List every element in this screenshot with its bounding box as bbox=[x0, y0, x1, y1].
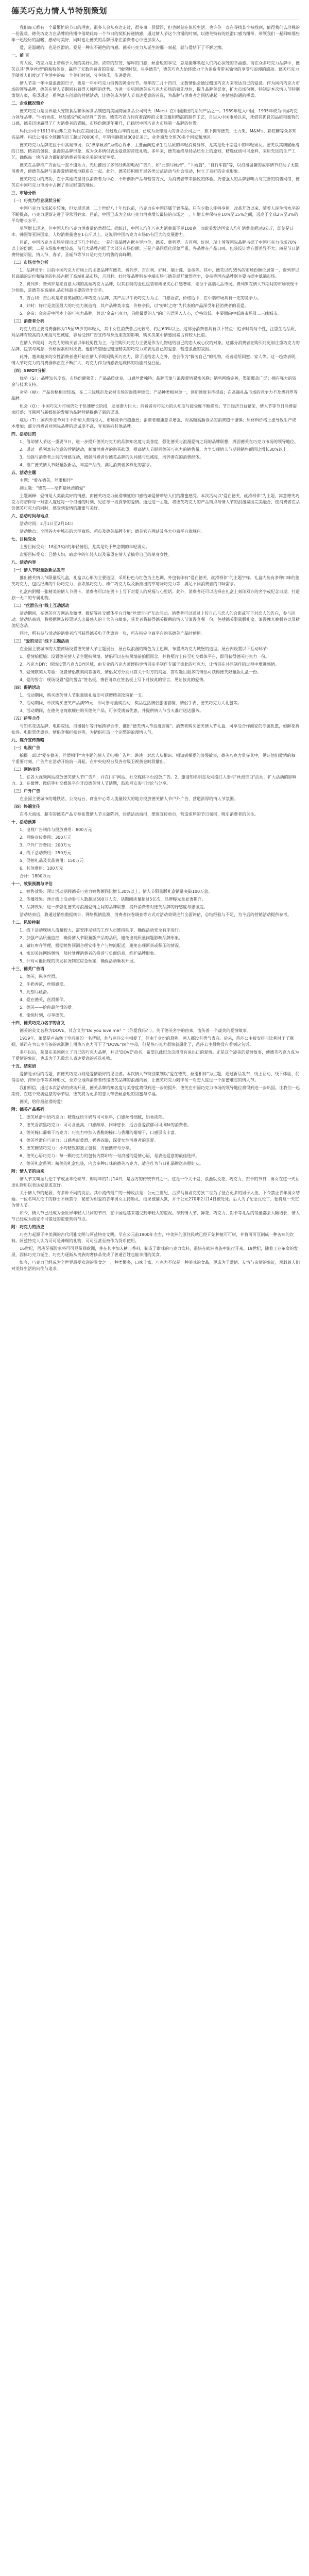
paragraph: 礼盒内附赠一张精美的情人节贺卡，消费者可以在贺卡上写下对爱人的祝福与心里话。此外，消费者还可以选择在礼盒上刻印双方的名字或纪念日期，打造独一无二的专属礼物。 bbox=[11, 589, 300, 600]
document-title: 德芙巧克力情人节特别策划 bbox=[11, 5, 300, 20]
paragraph: 2、巧克力DIY：现场设置巧克力DIY区域，由专业的巧克力师傅指导情侣亲手制作专属于彼此的巧克力，让情侣在共同制作的过程中增进感情。 bbox=[20, 662, 279, 667]
paragraph: 1、电视广告制作与投放费用：800万元 bbox=[20, 827, 92, 832]
section-heading: 附：德芙产品系列 bbox=[11, 1107, 44, 1112]
subsection-heading: （四）终端宣传 bbox=[11, 804, 40, 809]
paragraph: 副主题："德芙——给你最丝滑的爱" bbox=[20, 486, 85, 490]
paragraph: 2、德芙香浓黑巧克力：可可含量高，口感醇厚，回味悠长，适合喜爱浓郁可可风味的消费者。 bbox=[20, 1123, 192, 1127]
paragraph: 劣势（W）：产品价格相对较高，在二三线城市及农村市场的渗透率较低；产品种类相对单一，创新速度有待提高；在高端礼品市场的竞争力不及费列罗等品牌。 bbox=[11, 390, 298, 401]
paragraph: 在情人节期间，巧克力的购买者以年轻男性为主，他们购买巧克力主要是作为礼物送给自己的恋人或心仪的对象。这部分消费者在购买时更加注重巧克力的品牌、包装与寓意，价格因素相对次要。他们希望通过赠送精美的巧克力来表达自己的爱意，营造浪漫的氛围。 bbox=[11, 341, 300, 351]
paragraph: 主要目标受众：18至35岁的年轻情侣，尤其是处于热恋期的年轻男女。 bbox=[20, 545, 150, 549]
subsection-heading: （二）市场竞争分析 bbox=[11, 260, 48, 265]
subsection-heading: （四）SWOT分析 bbox=[11, 368, 46, 373]
section-heading: 七、目标受众 bbox=[11, 537, 36, 541]
paragraph: 巧克力的主要消费群体为15至35岁的年轻人，其中女性消费者占比较高，约占60%以上。这部分消费者具有以下特点：追求时尚与个性，注重生活品质，对品牌有较高的认知度与忠诚度，容易受到广告宣传与身边朋友的影响，购买决策中情感因素占有较大比重。 bbox=[11, 327, 299, 337]
paragraph: 1、品牌竞争：目前中国巧克力市场上的主要品牌有德芙、费列罗、吉百利、好时、瑞士莲、金帝等。其中，德芙以约35%的市场份额位居第一，费列罗以其高端的定位和精美的包装占据了高端礼品市场，吉百利、好时等品牌则在中端市场与德芙展开激烈竞争，金帝等国内品牌则主要占据中低端市场。 bbox=[11, 268, 299, 279]
paragraph: 3、此刻尽丝滑。 bbox=[20, 990, 52, 994]
subsection-heading: （三）户外广告 bbox=[11, 789, 40, 793]
paragraph: 3、品牌效果：进一步强化德芙与浪漫爱情之间的品牌联想，提升消费者对德芙品牌的好感度与忠诚度。 bbox=[20, 905, 208, 909]
section-heading: 附：情人节的由来 bbox=[11, 1169, 44, 1174]
paragraph: 巧克力起源于中美洲的古代玛雅文明与阿兹特克文明。早在公元前1900年左右，中美洲的原住民就已经开始种植可可树，并将可可豆制成一种苦味的饮料。阿兹特克人认为可可是神赐的礼物，可可豆甚至被作为货币使用。 bbox=[11, 1232, 294, 1243]
paragraph: 尽管增长迅速，但中国人均巧克力消费量仍然很低。据统计，中国人均年巧克力消费量不足100克，而欧美发达国家人均年消费量超过8公斤，即使是日本、韩国等亚洲国家，人均消费量也在1公斤以上。这说明中国巧克力市场仍有巨大的发展潜力。 bbox=[11, 226, 294, 237]
subsection-heading: （五）跨界合作 bbox=[11, 716, 40, 721]
subsection-heading: （一）电视广告 bbox=[11, 745, 40, 750]
paragraph: 中国巧克力市场起步较晚，但发展迅速。二十世纪八十年代以前，巧克力在中国还属于奢侈品，只有少数人能够享用。改革开放以来，随着人民生活水平的不断提高，巧克力逐渐走进了寻常百姓家。目前，中国已成为全球巧克力消费增长最快的市场之一，年增长率保持在10%至15%之间，远高于全球2%至3%的平均增长水平。 bbox=[11, 206, 300, 223]
paragraph: 德芙在品牌推广方面也一直不遗余力，先后推出了多部经典的电视广告片，如"此刻尽丝滑"、"下雨篇"、"自行车篇"等，以浪漫温馨的故事情节打动了无数消费者，使德芙品牌与浪漫爱情紧密地联系在一起。此外，德芙还积极开展各类公益活动与社会活动，树立了良好的企业形象。 bbox=[11, 163, 299, 174]
paragraph: 我们相信，通过本次活动的成功开展，德芙品牌的知名度与美誉度将得到进一步的提升，德芙在中国巧克力市场的领导地位将得到进一步巩固。让我们一起期待，在这个充满爱意的季节里，德芙将为更多的恋人带去丝滑般的甜蜜与幸福。 bbox=[11, 1086, 300, 1096]
paragraph: 主题阐释：爱情是人类最美好的情感，而德芙巧克力丝滑细腻的口感恰如爱情带给人们的甜蜜感受。本次活动以"爱在德芙，丝滑相伴"为主题，寓意德芙巧克力将陪伴每一对恋人度过每一个浪漫的时刻，见证每一段真挚的爱情。通过这一主题，将德芙巧克力的产品特点与情人节的浪漫氛围完美融合，使消费者在品尝德芙巧克力的同时，感受到爱情的甜蜜与美好。 bbox=[11, 494, 300, 511]
paragraph: 此外，越来越多的女性消费者也开始在情人节期间购买巧克力，除了送给恋人之外，也会作为"犒劳自己"的礼物，或者送给闺蜜、家人等。这一趋势表明，情人节巧克力的消费群体正在不断扩大，巧克力作为情感表达载体的功能日益凸显。 bbox=[11, 354, 300, 365]
paragraph: 活动期间，在德芙官方网站及微博、微信等社交媒体平台开展"丝滑告白"互动活动。消费者可以通过上传自己与恋人的合影或写下对恋人的告白，参与活动。活动结束后，将根据网友投票评选出最感人的十大告白故事，获奖者将获得德芙提供的情人节浪漫套餐一份，包括德芙限量版礼盒、浪漫烛光晚餐券以及精美纪念品。 bbox=[11, 611, 300, 628]
paragraph: 4、密切关注网络舆情，及时处理消费者的投诉与负面信息，维护品牌形象。 bbox=[20, 951, 159, 956]
paragraph: 爱，是温暖的，也是丝滑的。爱是一种永不褪色的情感。德芙巧克力从诞生的那一刻起，就与爱结下了不解之缘。 bbox=[20, 45, 226, 50]
paragraph: 7、德芙礼盒系列：精美的礼盒包装，内含多种口味的德芙巧克力，适合作为节日礼品赠送亲朋好友。 bbox=[20, 1161, 204, 1166]
paragraph: 3、吉百利：吉百利是来自英国的百年巧克力品牌，其产品以牛奶巧克力为主，口感香浓，价格适中，在中端市场具有一定的竞争力。 bbox=[20, 296, 262, 300]
paragraph: 2、活动期间，单次购买德芙产品满99元，即可参与抽奖活动，奖品包括情侣旅游套餐、情侣手表、德芙巧克力大礼包等。 bbox=[20, 701, 242, 705]
paragraph: 4、爱的誓言：现场设置"爱的誓言"签名板，情侣可以在签名板上写下对彼此的誓言，见证彼此的爱情。 bbox=[20, 677, 208, 682]
section-heading: 二、企业概况简介 bbox=[11, 101, 44, 106]
paragraph: 德芙，给你最丝滑的爱！ bbox=[20, 1099, 65, 1104]
paragraph: 次要目标受众：已婚夫妇、暗恋中的年轻人以及希望在情人节犒劳自己的单身女性。 bbox=[20, 552, 172, 557]
subsection-heading: （三）消费者分析 bbox=[11, 319, 44, 324]
paragraph: 优势（S）：品牌知名度高，市场份额领先；产品品质优良，口感丝滑独特；品牌形象与浪漫爱情紧密关联；销售网络完善，渠道覆盖广泛；拥有强大的资金与技术支持。 bbox=[11, 376, 297, 387]
section-heading: 八、活动内容 bbox=[11, 560, 36, 565]
section-heading: 四、活动目的 bbox=[11, 432, 36, 436]
paragraph: 4、推广德芙情人节限量版新品，丰富产品线，满足消费者多样化的需求。 bbox=[20, 463, 154, 467]
paragraph: 1、线下活动现场人流量较大，需安排足够的工作人员维持秩序，确保活动安全有序进行。 bbox=[20, 928, 183, 933]
paragraph: 爱情是永恒的话题，而德芙巧克力则是爱情最好的见证者。本次情人节特别策划以"爱在德芙，丝滑相伴"为主题，通过新品发布、线上互动、线下体验、促销活动、跨界合作等多种形式，全方位地向消费者传递德芙品牌的浪漫内涵，让德芙巧克力陪伴每一对恋人度过一个甜蜜难忘的情人节。 bbox=[11, 1072, 300, 1082]
subsection-heading: （四）促销活动 bbox=[11, 685, 40, 690]
paragraph: 威胁（T）：国内外竞争对手不断加大营销投入，市场竞争日趋激烈；消费者健康意识增强，对高糖高脂食品的消费趋于谨慎；原材料价格上涨导致生产成本增加；部分消费者对国际品牌的忠诚度不高，容易转向其他品牌。 bbox=[11, 418, 296, 429]
paragraph: 与知名花店品牌、电影院线、浪漫餐厅等开展跨界合作，推出"德芙情人节浪漫套餐"。消费者购买德芙情人节礼盒，可享受合作商家的专属优惠，如鲜花折扣券、电影票优惠券、情侣套餐折扣券等，为情侣打造一个完整的浪漫情人节。 bbox=[11, 724, 300, 735]
paragraph: 5、德芙碗装巧克力：小巧精致的独立包装，方便携带与分享。 bbox=[20, 1146, 134, 1150]
paragraph: 6、其他费用：100万元 bbox=[20, 866, 63, 871]
paragraph: 如今，巧克力已经成为全世界最受欢迎的零食之一，种类繁多，口味丰富。巧克力不仅是一种美味的食品，更成为了爱情、友情与亲情的象征，承载着人们对美好生活的向往与追求。 bbox=[11, 1260, 300, 1271]
paragraph: 2、加强产品质量监控，确保情人节限量版产品的品质，避免出现质量问题影响品牌形象。 bbox=[20, 936, 183, 940]
document-body bbox=[11, 25, 300, 1272]
paragraph: 拍摄一部以"爱在德芙，丝滑相伴"为主题的情人节电视广告片，讲述一对恋人从相识、相知到相爱的浪漫故事，德芙巧克力贯穿其中，见证他们爱情的每一个重要时刻。广告片在活动开始前一周起，在中央电视台及各省级卫视黄金时段播出。 bbox=[11, 753, 300, 764]
section-heading: 附：巧克力的历史 bbox=[11, 1225, 44, 1229]
section-heading: 十四、德芙巧克力名字的含义 bbox=[11, 1021, 65, 1025]
paragraph: 6、德芙心语巧克力：每一颗巧克力的包装内都印有一句浪漫的爱情心语，是表达爱意的最佳选择。 bbox=[20, 1154, 200, 1158]
paragraph: 主题："爱在德芙，丝滑相伴" bbox=[20, 478, 73, 483]
section-heading: 九、媒介宣传策略 bbox=[11, 738, 44, 742]
paragraph: 在全国主要城市的大型商场设置德芙情人节主题展台，展台以浪漫的粉色为主色调，布置成巧克力城堡的造型。展台内设置以下互动环节： bbox=[20, 647, 271, 651]
paragraph: 3、活动期间，在德芙电商旗舰店购买德芙产品，可享受满减优惠，并提供情人节当天准时送达服务。 bbox=[20, 708, 204, 713]
paragraph: 1、活动期间，购买德芙情人节限量版礼盒即可获赠精美玫瑰花一支。 bbox=[20, 693, 146, 698]
subsection-heading: （二）"丝滑告白"线上互动活动 bbox=[11, 603, 70, 608]
paragraph: 活动结束后，将通过销售数据统计、网络舆情监测、消费者问卷调查等方式对活动效果进行全面评估，总结经验与不足，为今后的营销活动提供参考。 bbox=[20, 912, 291, 917]
paragraph: 有人说，巧克力是上帝赐予人类的美好礼物。浓郁的芬芳，醇厚的口感，丝滑般的享受，总是能够唤起人们内心深处的幸福感。而在众多巧克力品牌中，德芙以其"纵享丝滑"的独特体验，赢得了无数消费者的喜爱。"愉悦时刻，尽享德芙"，德芙巧克力始终致力于为消费者带来愉悦的享受与浪漫的感动。德芙巧克力伴随着人们度过了生活中的每一个美好时刻，分享快乐，传递爱意。 bbox=[11, 61, 300, 78]
paragraph: 如今，情人节已经成为全世界年轻人共同的节日，在中国也越来越受到年轻人的重视。每到情人节，鲜花、巧克力、贺卡等礼品的销量都会大幅增长，情人节已经成为商家不可错过的重要营销节点。 bbox=[11, 1211, 300, 1222]
section-heading: 十、活动预算 bbox=[11, 820, 36, 824]
section-heading: 十三、德芙广告语 bbox=[11, 967, 44, 971]
paragraph: 4、线下活动费用：250万元 bbox=[20, 851, 72, 855]
subsection-heading: （二）网络宣传 bbox=[11, 767, 40, 772]
paragraph: 16世纪，西班牙探险家将可可豆带回欧洲，并在其中加入糖与香料，制成了甜味的巧克力饮料，很快在欧洲贵族中流行开来。19世纪，随着工业革命的发展，固体巧克力诞生，巧克力逐渐从贵族的奢侈品变成了普通百姓也能享用的美食。 bbox=[11, 1246, 298, 1257]
paragraph: 机会（O）：中国巧克力市场仍处于快速增长阶段，发展潜力巨大；消费者对巧克力的认知度与接受度不断提高；节日经济日益繁荣，情人节等节日消费需求旺盛；互联网与新媒体的发展为品牌营销提供了新的渠道。 bbox=[11, 404, 297, 415]
section-heading: 十二、风险控制 bbox=[11, 920, 40, 925]
paragraph: 玛氏公司于1911年由弗兰克·玛氏在美国创立，经过近百年的发展，已成为全球最大的食品公司之一，旗下拥有德芙、士力架、M&M's、彩虹糖等众多知名品牌。玛氏公司在全球拥有员工超过70000名，年销售额超过300亿美元，业务遍及全球70多个国家和地区。 bbox=[11, 129, 297, 140]
section-heading: 六、活动时间与地点 bbox=[11, 514, 48, 518]
paragraph: 4、爱在德芙，丝滑相伴。 bbox=[20, 997, 68, 1002]
paragraph: 5、针对可能出现的突发状况制定应急预案，确保活动顺利开展。 bbox=[20, 959, 138, 963]
paragraph: 2、传播效果：预计线上活动参与人数超过500万人次，话题阅读量超过5亿次，品牌曝光量显著提升。 bbox=[20, 897, 206, 902]
paragraph: 2、费列罗：费列罗是来自意大利的高端巧克力品牌，以其独特的金色包装和榛果夹心口感著称，定位于高端礼品市场。费列罗在情人节期间的市场表现十分抢眼，是德芙在高端礼品市场最主要的竞争对手。 bbox=[11, 282, 299, 293]
paragraph: 3、德芙榛仁葡萄干巧克力：巧克力中加入香脆的榛仁与香甜的葡萄干，口感层次丰富。 bbox=[20, 1130, 179, 1135]
section-heading: 十一、效果预测与评估 bbox=[11, 882, 53, 886]
paragraph: 目前，中国巧克力市场呈现出以下几个特点：一是外资品牌占据主导地位，德芙、费列罗、吉百利、好时、瑞士莲等国际品牌占据了中国巧克力市场70%以上的份额；二是市场集中度较高，前几大品牌占据了大部分市场份额；三是产品同质化现象严重，各品牌在产品口味、包装设计等方面差异不大；四是节日消费特征明显，情人节、春节、圣诞节等节日是巧克力销售的高峰期。 bbox=[11, 240, 300, 257]
paragraph: 1、在各大视频网站投放德芙情人节广告片，并在门户网站、社交媒体平台投放广告。2、邀请知名明星及网络红人参与"丝滑告白"活动，扩大活动的影响力。3、在微博、微信等社交媒体平台开设德芙情人节话题，鼓励网友参与讨论与分享。 bbox=[11, 775, 297, 786]
paragraph: 1、爱情拍照墙：设置德芙情人节主题拍照墙，情侣可以在拍照墙前拍照留念，并将照片上传至社交媒体平台，即可获得德芙巧克力一份。 bbox=[20, 654, 270, 659]
paragraph: 德芙巧克力品牌定位于中高端市场，以"纵享丝滑"为核心诉求，主要面向追求生活品质的年轻消费群体，尤其是处于恋爱中的年轻男女。德芙以其细腻丝滑的口感、精美的包装、浪漫的品牌形象，成为众多情侣表达爱意的首选礼物。多年来，德芙始终坚持品质至上的原则，精选优质可可原料，采用先进的生产工艺，确保每一块巧克力都能给消费者带来完美的味觉享受。 bbox=[11, 143, 300, 160]
paragraph: 2、通过一系列富有创意的营销活动，刺激消费者的购买欲望，提高情人节期间德芙巧克力的销售量，力争实现情人节期间销售额同比增长30%以上。 bbox=[20, 447, 291, 452]
paragraph: 1、德芙丝滑牛奶巧克力：精选优质牛奶与可可原料，口感丝滑细腻，奶香浓郁。 bbox=[20, 1115, 167, 1120]
paragraph: 情人节是一年中最浪漫的日子，也是一年中巧克力销售的黄金时节。每年的二月十四日，无数情侣会通过赠送巧克力来表达自己的爱意。作为国内巧克力市场的领导品牌，德芙在情人节期间有着得天独厚的优势。为进一步巩固德芙在巧克力市场的领先地位，提升品牌美誉度，扩大市场份额，特制定本次情人节特别策划方案，希望通过一系列富有创意的营销活动，让德芙成为情人节表达爱意的首选，为品牌与消费者之间搭建起一座情感沟通的桥梁。 bbox=[11, 81, 300, 98]
subsection-heading: （三）"爱的见证"线下主题活动 bbox=[11, 639, 70, 643]
paragraph: 我们每天都有一个最繁忙的节日的理由，很多人会从身边走过，很多事一层漂浮，但也时刻在体验生活。也许你一直在寻找某个被找到，值得我们去珍视的一份温暖。德芙巧克力在品牌的传播中借助此每一个节日的契机传递情感，通过情人节这个浪漫的时刻，以德芙特有的丝滑口感为纽带，带领我们一起回味那些年一起经历的温暖、感动与美好，同时也让德芙的品牌形象在消费者心中更加深入。 bbox=[11, 25, 300, 42]
paragraph: 2、牛奶香浓，丝般感受。 bbox=[20, 982, 68, 987]
paragraph: 2、网络宣传费用：300万元 bbox=[20, 835, 72, 840]
paragraph: 5、促销礼品及奖品费用：150万元 bbox=[20, 858, 84, 863]
paragraph: 3、户外广告费用：200万元 bbox=[20, 843, 72, 848]
paragraph: 在全国主要城市的地铁站、公交站台、商业中心等人流量较大的地方投放德芙情人节户外广告，营造浓厚的情人节氛围。 bbox=[20, 796, 238, 801]
paragraph: 3、做好库存管理，根据销售预测合理安排生产与物流配送，避免出现断货或积压的情况。 bbox=[20, 943, 183, 948]
paragraph: 情人节又叫圣瓦伦丁节或圣华伦泰节，即每年的2月14日，是西方的传统节日之一。这是一个关于爱、浪漫以及花、巧克力、贺卡的节日，男女在这一天互送礼物用以表达爱意或友好。 bbox=[11, 1177, 300, 1188]
paragraph: 5、德芙——给你最丝滑的爱。 bbox=[20, 1005, 76, 1010]
paragraph: 4、好时：好时是美国最大的巧克力制造商，其产品种类丰富，价格亲民，以"好时之吻"为代表的产品深受年轻消费者的喜爱。 bbox=[20, 303, 249, 308]
paragraph: 德芙巧克力是世界最大宠物食品和休闲食品制造商美国跨国食品公司玛氏（Mars）在中国推出的系列产品之一。1989年进入中国，1995年成为中国巧克力领导品牌。"牛奶香浓，丝般感受"成为经典广告语。德芙巧克力拥有着深厚的文化底蕴和精湛的制作工艺，自进入中国市场以来，凭借其优良的品质和独特的口感，德芙迅速赢得了广大消费者的青睐，市场份额逐年攀升，已稳居中国巧克力市场第一品牌的位置。 bbox=[11, 109, 300, 126]
section-heading: 五、活动主题 bbox=[11, 470, 36, 475]
paragraph: 4、德芙丝滑白巧克力：口感香甜柔滑，奶香四溢，深受女性消费者的喜爱。 bbox=[20, 1138, 159, 1143]
subsection-heading: （一）巧克力行业现状分析 bbox=[11, 198, 61, 203]
paragraph: 1、借助情人节这一重要节日，进一步提升德芙巧克力的品牌知名度与美誉度，强化德芙与浪漫爱情之间的品牌联想，巩固德芙在巧克力市场的领导地位。 bbox=[20, 439, 299, 444]
paragraph: 多年以后，莱昂在美国创立了自己的巧克力品牌，并以"DOVE"命名，希望以此纪念这段没有说出口的爱情。正是这个凄美的爱情故事，使德芙巧克力成为了爱情的象征，也成为了无数恋人表达爱意的首选礼物。 bbox=[11, 1050, 299, 1061]
paragraph: 3、加强与消费者之间的情感互动，增强消费者对德芙品牌的认同感与忠诚度，培养潜在的消费群体。 bbox=[20, 455, 204, 460]
paragraph: 6、愉悦时刻，尽享德芙。 bbox=[20, 1013, 68, 1018]
paragraph: 推出德芙情人节限量版礼盒，礼盒以心形为主要造型，采用粉色与红色为主色调，外包装印有"爱在德芙，丝滑相伴"的主题字样。礼盒内装有多种口味的德芙巧克力，包括经典的牛奶巧克力、香浓黑巧克力、榛仁巧克力以及新推出的草莓味巧克力等，满足不同消费者的口味需求。 bbox=[11, 575, 300, 586]
section-heading: 一、前 言 bbox=[11, 53, 29, 58]
paragraph: 合计：1800万元 bbox=[20, 874, 51, 878]
section-heading: 三、市场分析 bbox=[11, 191, 36, 195]
paragraph: 1、德芙，纵享丝滑。 bbox=[20, 974, 60, 979]
paragraph: 1、销售效果：预计活动期间德芙巧克力销售额同比增长30%以上，情人节限量版礼盒销量突破100万盒。 bbox=[20, 889, 213, 894]
paragraph: 同时，所有参与活动的消费者均可获得德芙电子优惠券一张，可在指定电商平台购买德芙产品时使用。 bbox=[20, 631, 205, 636]
subsection-heading: （一）情人节限量版新品发布 bbox=[11, 568, 65, 572]
paragraph: 1919年，莱昂是卢森堡王室后厨的一名帮厨，他与芭莎公主相爱了，但由于身份的悬殊，两人都没有勇气表白。后来，芭莎公主被安排与比利时王子联姻，莱昂在为公主准备的冰淇淋上用热巧克力写下了"DOVE"四个字母，但是热巧克力很快就融化了，芭莎公主最终没有看到这句话。 bbox=[11, 1036, 294, 1047]
paragraph: 在各大商场、超市的德芙产品专柜布置情人节主题陈列，张贴活动海报，摆放宣传单页，营造浓厚的节日氛围，吸引消费者的关注。 bbox=[20, 812, 259, 817]
paragraph: 5、金帝：金帝是中国本土的巧克力品牌，曾以"金帝巧克力，只给最爱的人"的广告语深入人心，价格较低，主要面向中低端市场及二三线城市。 bbox=[20, 311, 282, 316]
paragraph: 德芙巧克力的成功，在于其始终坚持以消费者为中心，不断创新产品与营销方式，为消费者带来愉悦的体验。凭借强大的品牌影响力与完善的销售网络，德芙在中国巧克力市场中占据了举足轻重的地位。 bbox=[11, 177, 300, 188]
paragraph: 活动时间：2月1日至2月14日 bbox=[20, 521, 74, 526]
section-heading: 十五、结束语 bbox=[11, 1064, 36, 1069]
paragraph: 3、爱情默契大考验：设置情侣默契问答游戏，情侣双方分别回答关于对方的问题，答对题目最多的情侣可获得德芙限量版礼盒一份。 bbox=[20, 670, 262, 674]
paragraph: 活动地点：全国各大中城市的大型商场、超市及德芙品牌专柜；德芙官方网站及各大电商平台旗舰店。 bbox=[20, 529, 205, 534]
paragraph: 关于情人节的起源，有多种不同的说法。其中流传最广的一种说法是：公元三世纪，古罗马暴君克劳狄二世为了征召更多的男子入伍，下令禁止青年男女结婚。一位名叫瓦伦丁的修士不顾禁令，秘密为相爱的青年男女主持婚礼，结果被捕入狱，并于公元270年2月14日被处死。后人为了纪念瓦伦丁，便将这一天定为情人节。 bbox=[11, 1191, 300, 1208]
paragraph: 德芙的英文名称为DOVE，其含义为"Do you love me？"（你爱我吗？）。关于德芙名字的由来，流传着一个凄美的爱情故事。 bbox=[20, 1028, 251, 1033]
